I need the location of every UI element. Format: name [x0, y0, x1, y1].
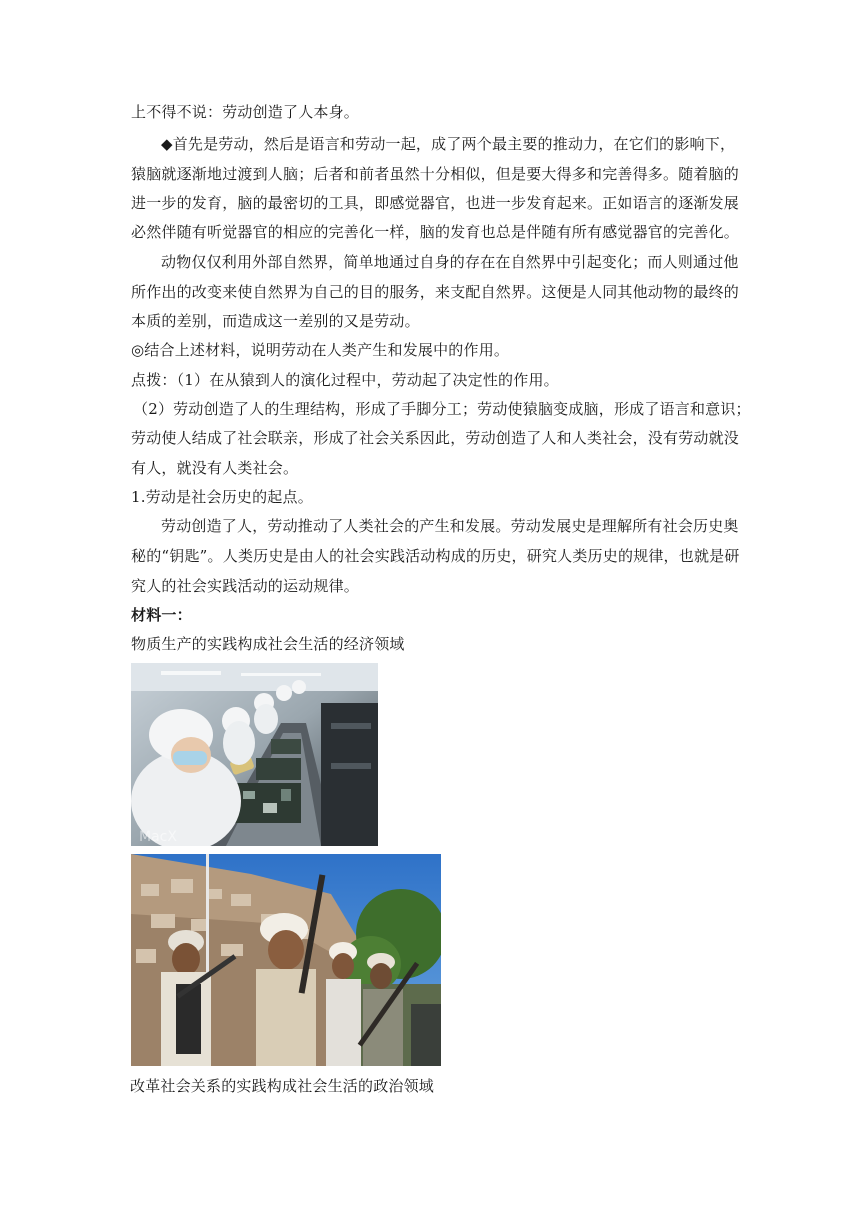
hint-line: （2）劳动创造了人的生理结构，形成了手脚分工；劳动使猿脑变成脑，形成了语言和意识；: [133, 400, 751, 418]
hint-line: 有人，就没有人类社会。: [131, 459, 299, 477]
hint-line: 点拨：（1）在从猿到人的演化过程中，劳动起了决定性的作用。: [131, 371, 559, 389]
paragraph-line: 上不得不说：劳动创造了人本身。: [131, 103, 360, 121]
caption-economic: 物质生产的实践构成社会生活的经济领域: [131, 635, 405, 653]
paragraph-line: ◆首先是劳动，然后是语言和劳动一起，成了两个最主要的推动力，在它们的影响下，: [161, 135, 736, 153]
paragraph-line: 动物仅仅利用外部自然界，简单地通过自身的存在在自然界中引起变化；而人则通过他: [161, 253, 739, 271]
question-line: ◎结合上述材料，说明劳动在人类产生和发展中的作用。: [131, 341, 510, 359]
paragraph-line: 进一步的发育，脑的最密切的工具，即感觉器官，也进一步发育起来。正如语言的逐渐发展: [131, 194, 740, 212]
factory-photo: [131, 663, 378, 846]
paragraph-line: 本质的差别，而造成这一差别的又是劳动。: [131, 312, 420, 330]
hint-line: 劳动使人结成了社会联亲，形成了社会关系因此，劳动创造了人和人类社会，没有劳动就没: [131, 429, 740, 447]
paragraph-line: 猿脑就逐渐地过渡到人脑；后者和前者虽然十分相似，但是要大得多和完善得多。随着脑的: [131, 165, 740, 183]
paragraph-line: 秘的“钥匙”。人类历史是由人的社会实践活动构成的历史，研究人类历史的规律，也就是研: [131, 547, 740, 565]
paragraph-line: 劳动创造了人，劳动推动了人类社会的产生和发展。劳动发展史是理解所有社会历史奥: [161, 517, 739, 535]
caption-political: 改革社会关系的实践构成社会生活的政治领域: [130, 1077, 435, 1095]
political-photo: [131, 854, 441, 1066]
section-heading: 1.劳动是社会历史的起点。: [131, 488, 313, 506]
material-heading: 材料一：: [131, 606, 192, 624]
paragraph-line: 必然伴随有听觉器官的相应的完善化一样，脑的发育也总是伴随有所有感觉器官的完善化。: [131, 223, 740, 241]
paragraph-line: 所作出的改变来使自然界为自己的目的服务，来支配自然界。这便是人同其他动物的最终的: [131, 283, 740, 301]
paragraph-line: 究人的社会实践活动的运动规律。: [131, 577, 360, 595]
watermark-text: MacX: [139, 829, 177, 845]
